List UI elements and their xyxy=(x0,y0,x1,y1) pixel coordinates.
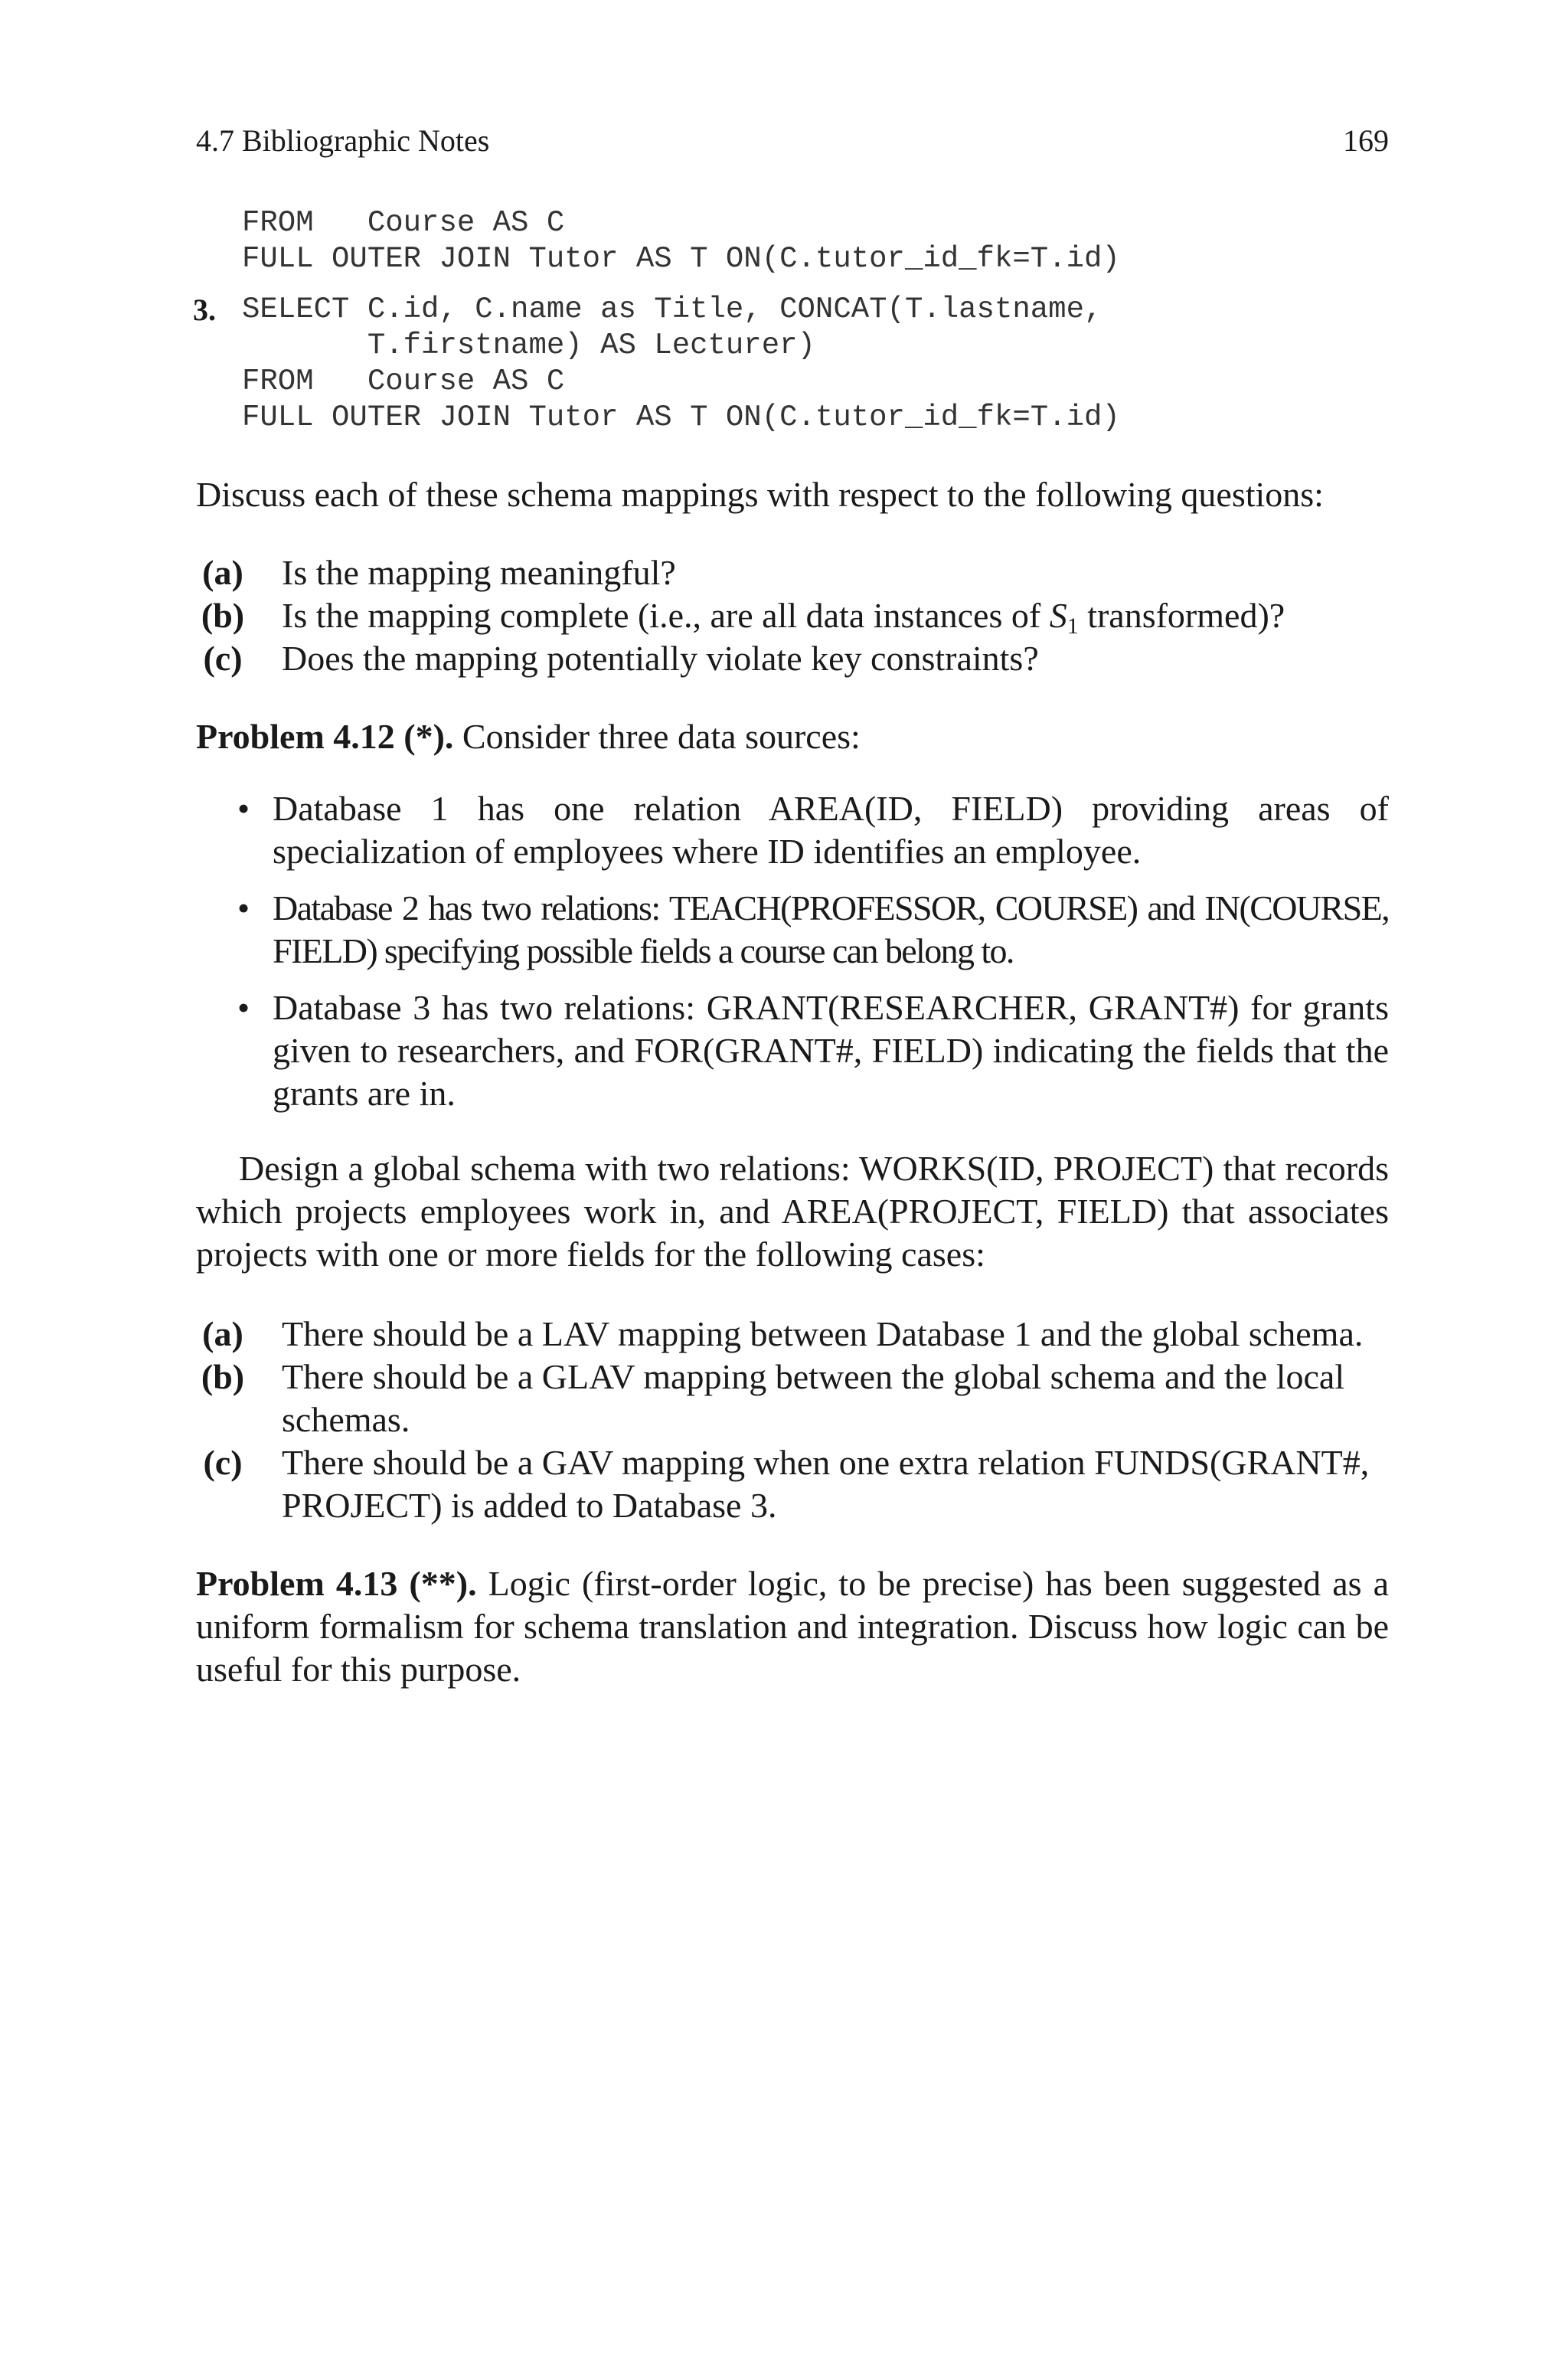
list-item xyxy=(196,637,1389,680)
list-item xyxy=(196,887,1389,973)
data-source-list xyxy=(196,787,1389,1129)
question-list xyxy=(196,551,1389,680)
item-text: transformed)? xyxy=(1078,596,1285,635)
item-label: (b) xyxy=(201,1357,245,1396)
code-line: FULL OUTER JOIN Tutor AS T ON(C.tutor_id_fk=T.id) xyxy=(242,401,1120,434)
code-line: FULL OUTER JOIN Tutor AS T ON(C.tutor_id_fk=T.id) xyxy=(242,242,1120,276)
code-block-item-3 xyxy=(193,292,1120,436)
item-label: (c) xyxy=(203,1443,243,1482)
list-item xyxy=(196,594,1389,637)
item-label: (a) xyxy=(202,1314,243,1353)
item-text: Database 3 has two relations: GRANT(RESEARCHER, GRANT#) for grants given to researchers, and FOR(GRANT#, FIELD) indicating the fields that the grants are in. xyxy=(273,988,1389,1113)
problem-heading: Problem 4.13 (**). xyxy=(196,1564,477,1603)
bullet-icon: • xyxy=(237,789,250,828)
code-line: FROM Course AS C xyxy=(242,206,565,240)
item-text: Is the mapping meaningful? xyxy=(282,553,676,592)
item-label: (a) xyxy=(202,553,243,592)
list-item xyxy=(196,1441,1389,1527)
item-text: There should be a GAV mapping when one extra relation FUNDS(GRANT#, PROJECT) is added to Database 3. xyxy=(282,1443,1370,1525)
list-item xyxy=(196,1356,1389,1441)
problem-4-13 xyxy=(196,1562,1389,1691)
item-text: Does the mapping potentially violate key constraints? xyxy=(282,639,1039,678)
item-text: Database 2 has two relations: TEACH(PROFESSOR, COURSE) and IN(COURSE, FIELD) specifying possible fields a course can belong to. xyxy=(273,888,1389,970)
case-list xyxy=(196,1313,1389,1527)
code-line: T.firstname) AS Lecturer) xyxy=(242,329,815,362)
item-text: Is the mapping complete (i.e., are all data instances of xyxy=(282,596,1050,635)
item-number: 3. xyxy=(193,293,216,327)
problem-text: Consider three data sources: xyxy=(453,717,861,756)
code-line: FROM Course AS C xyxy=(242,365,565,398)
code-line: SELECT C.id, C.name as Title, CONCAT(T.lastname, xyxy=(242,293,1102,326)
list-item xyxy=(196,787,1389,873)
item-label: (c) xyxy=(203,639,243,678)
running-header-section: 4.7 Bibliographic Notes xyxy=(196,123,490,158)
bullet-icon: • xyxy=(237,988,250,1027)
page-number: 169 xyxy=(1343,123,1389,158)
list-item xyxy=(196,551,1389,594)
problem-text: Logic (first-order logic, to be precise) has been suggested as a uniform formalism for schema translation and integration. Discuss how logic can be useful for this purpose. xyxy=(196,1564,1390,1689)
math-variable: S xyxy=(1049,596,1067,635)
list-item xyxy=(196,1313,1389,1356)
problem-heading: Problem 4.12 (*). xyxy=(196,717,454,756)
math-subscript: 1 xyxy=(1067,613,1079,639)
discuss-intro: Discuss each of these schema mappings with respect to the following questions: xyxy=(196,475,1324,514)
item-label: (b) xyxy=(201,596,245,635)
design-paragraph: Design a global schema with two relations: WORKS(ID, PROJECT) that records which projects employees work in, and AREA(PROJECT, FIELD) that associates projects with one or more fields for the following cases: xyxy=(196,1149,1389,1274)
item-text: There should be a LAV mapping between Database 1 and the global schema. xyxy=(282,1314,1364,1353)
problem-4-12-intro xyxy=(196,715,1389,758)
code-block-1 xyxy=(242,205,1120,277)
bullet-icon: • xyxy=(237,888,249,927)
item-text: There should be a GLAV mapping between the global schema and the local schemas. xyxy=(282,1357,1345,1439)
list-item xyxy=(196,986,1389,1115)
item-text: Database 1 has one relation AREA(ID, FIELD) providing areas of specialization of employees where ID identifies an employee. xyxy=(273,789,1389,871)
